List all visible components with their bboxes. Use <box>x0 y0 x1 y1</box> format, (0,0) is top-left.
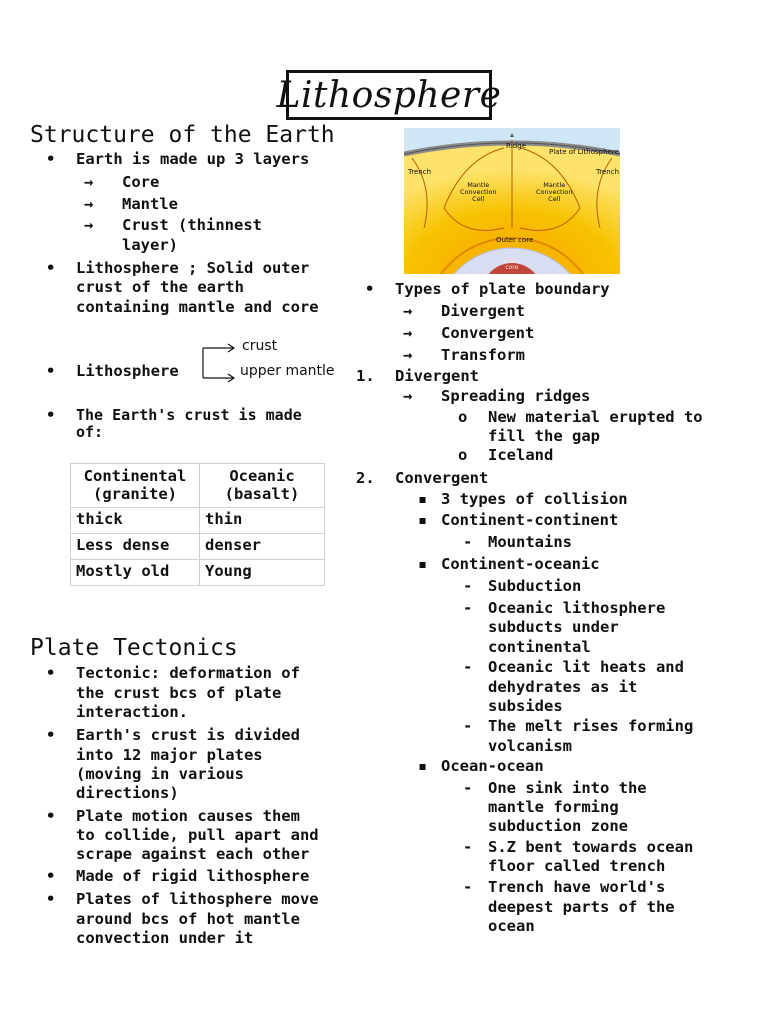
table-cell: denser <box>200 534 325 560</box>
table-cell: Less dense <box>71 534 200 560</box>
fig-label-plate: Plate of Lithosphere <box>549 148 619 156</box>
lithosphere-def-line: crust of the earth <box>76 278 244 296</box>
convergent-item: Continent-continent <box>441 511 619 529</box>
fig-label-cell <box>460 182 497 203</box>
table-row <box>71 560 325 586</box>
co-item: subsides <box>488 697 563 715</box>
tectonics-line: (moving in various <box>76 765 244 783</box>
oo-item: Trench have world's <box>488 878 666 896</box>
dash-bullet-icon: - <box>463 599 473 617</box>
oo-item: mantle forming <box>488 798 619 816</box>
header-line: (basalt) <box>224 485 300 503</box>
fig-label-outer-core: Outer core <box>496 236 534 244</box>
co-item: Oceanic lithosphere <box>488 599 666 617</box>
bracket-arrows-icon <box>195 340 245 386</box>
bullet-dot: • <box>46 406 56 424</box>
lithosphere-label: Lithosphere <box>76 362 179 380</box>
header-line: Continental <box>83 467 187 485</box>
tectonics-line: Plates of lithosphere move <box>76 890 319 908</box>
branch-upper-mantle: upper mantle <box>240 363 335 379</box>
header-line: Oceanic <box>229 467 295 485</box>
co-item: volcanism <box>488 737 572 755</box>
layers-bullet: Earth is made up 3 layers <box>76 150 310 168</box>
fig-label-line: Mantle <box>467 181 490 189</box>
arrow-icon: → <box>403 346 413 364</box>
circle-bullet-icon: o <box>458 446 468 464</box>
tectonics-line: Earth's crust is divided <box>76 726 300 744</box>
fig-label-line: Mantle <box>543 181 566 189</box>
title-box <box>276 70 502 120</box>
dash-bullet-icon: - <box>463 779 473 797</box>
type-item: Convergent <box>441 324 535 342</box>
table-row <box>71 508 325 534</box>
divergent-label: Divergent <box>395 367 479 385</box>
tectonics-line: the crust bcs of plate <box>76 684 282 702</box>
fig-label-inner-core <box>504 259 520 271</box>
tectonics-heading: Plate Tectonics <box>30 635 238 661</box>
dash-bullet-icon: - <box>463 838 473 856</box>
fig-label-line: Cell <box>548 195 561 203</box>
co-item: Oceanic lit heats and <box>488 658 684 676</box>
arrow-icon: → <box>84 173 94 191</box>
tectonics-line: Tectonic: deformation of <box>76 664 300 682</box>
table-cell: Young <box>200 560 325 586</box>
dash-bullet-icon: - <box>463 533 473 551</box>
fig-label-cell <box>536 182 573 203</box>
fig-label-line: Cell <box>472 195 485 203</box>
tectonics-line: into 12 major plates <box>76 746 263 764</box>
fig-label-line: Convection <box>536 188 573 196</box>
table-header <box>71 464 200 508</box>
dash-bullet-icon: - <box>463 577 473 595</box>
arrow-icon: → <box>403 324 413 342</box>
bullet-dot: • <box>46 726 56 744</box>
types-line: Types of plate boundary <box>395 280 610 298</box>
branch-crust: crust <box>242 338 278 354</box>
structure-heading: Structure of the Earth <box>30 122 335 148</box>
crust-table <box>70 463 325 586</box>
plate-tectonics-figure <box>404 128 620 274</box>
bullet-dot: • <box>46 259 56 277</box>
arrow-icon: → <box>84 195 94 213</box>
convergent-item: Continent-oceanic <box>441 555 600 573</box>
header-line: (granite) <box>93 485 177 503</box>
co-item: subducts under <box>488 618 619 636</box>
table-header <box>200 464 325 508</box>
tectonics-line: Made of rigid lithosphere <box>76 867 310 885</box>
dash-bullet-icon: - <box>463 658 473 676</box>
tectonics-line: convection under it <box>76 929 254 947</box>
convergent-item: 3 types of collision <box>441 490 628 508</box>
layer-item: Mantle <box>122 195 178 213</box>
tectonics-line: scrape against each other <box>76 845 310 863</box>
divergent-item: New material erupted to <box>488 408 703 426</box>
oo-item: floor called trench <box>488 857 666 875</box>
layer-item: Core <box>122 173 160 191</box>
tectonics-line: Plate motion causes them <box>76 807 300 825</box>
square-bullet-icon: ▪ <box>418 757 428 775</box>
fig-label-line: Convection <box>460 188 497 196</box>
arrow-icon: → <box>403 387 413 405</box>
number-label: 1. <box>356 367 375 385</box>
tectonics-line: to collide, pull apart and <box>76 826 319 844</box>
tectonics-line: directions) <box>76 784 179 802</box>
type-item: Divergent <box>441 302 525 320</box>
oo-item: deepest parts of the <box>488 898 675 916</box>
dash-bullet-icon: - <box>463 717 473 735</box>
square-bullet-icon: ▪ <box>418 490 428 508</box>
convergent-label: Convergent <box>395 469 489 487</box>
crust-made-line: of: <box>76 423 104 441</box>
divergent-sub: Spreading ridges <box>441 387 591 405</box>
arrow-icon: → <box>84 216 94 234</box>
co-item: continental <box>488 638 591 656</box>
co-item: dehydrates as it <box>488 678 638 696</box>
table-row <box>71 534 325 560</box>
bullet-dot: • <box>46 150 56 168</box>
table-cell: thin <box>200 508 325 534</box>
layer-item: Crust (thinnest <box>122 216 262 234</box>
co-item: Subduction <box>488 577 582 595</box>
fig-label-ridge: Ridge <box>506 142 527 150</box>
fig-label-trench: Trench <box>596 168 619 176</box>
oo-item: One sink into the <box>488 779 647 797</box>
page-title: Lithosphere <box>276 74 502 116</box>
co-item: The melt rises forming <box>488 717 694 735</box>
divergent-item: fill the gap <box>488 427 600 445</box>
oo-item: subduction zone <box>488 817 628 835</box>
tectonics-line: around bcs of hot mantle <box>76 910 300 928</box>
crust-made-line: The Earth's crust is made <box>76 406 302 424</box>
layer-item: layer) <box>122 236 178 254</box>
convergent-item: Ocean-ocean <box>441 757 544 775</box>
fig-label-trench: Trench <box>408 168 431 176</box>
circle-bullet-icon: o <box>458 408 468 426</box>
bullet-dot: • <box>365 280 375 298</box>
dash-bullet-icon: - <box>463 878 473 896</box>
bullet-dot: • <box>46 890 56 908</box>
lithosphere-def-line: Lithosphere ; Solid outer <box>76 259 310 277</box>
arrow-icon: → <box>403 302 413 320</box>
square-bullet-icon: ▪ <box>418 511 428 529</box>
oo-item: ocean <box>488 917 535 935</box>
fig-label-line: Inner <box>504 258 520 265</box>
bullet-dot: • <box>46 867 56 885</box>
cc-item: Mountains <box>488 533 572 551</box>
bullet-dot: • <box>46 362 56 380</box>
number-label: 2. <box>356 469 375 487</box>
divergent-item: Iceland <box>488 446 554 464</box>
type-item: Transform <box>441 346 525 364</box>
fig-label-line: core <box>505 264 519 271</box>
table-cell: Mostly old <box>71 560 200 586</box>
bullet-dot: • <box>46 807 56 825</box>
tectonics-line: interaction. <box>76 703 188 721</box>
square-bullet-icon: ▪ <box>418 555 428 573</box>
bullet-dot: • <box>46 664 56 682</box>
oo-item: S.Z bent towards ocean <box>488 838 694 856</box>
lithosphere-def-line: containing mantle and core <box>76 298 319 316</box>
table-cell: thick <box>71 508 200 534</box>
